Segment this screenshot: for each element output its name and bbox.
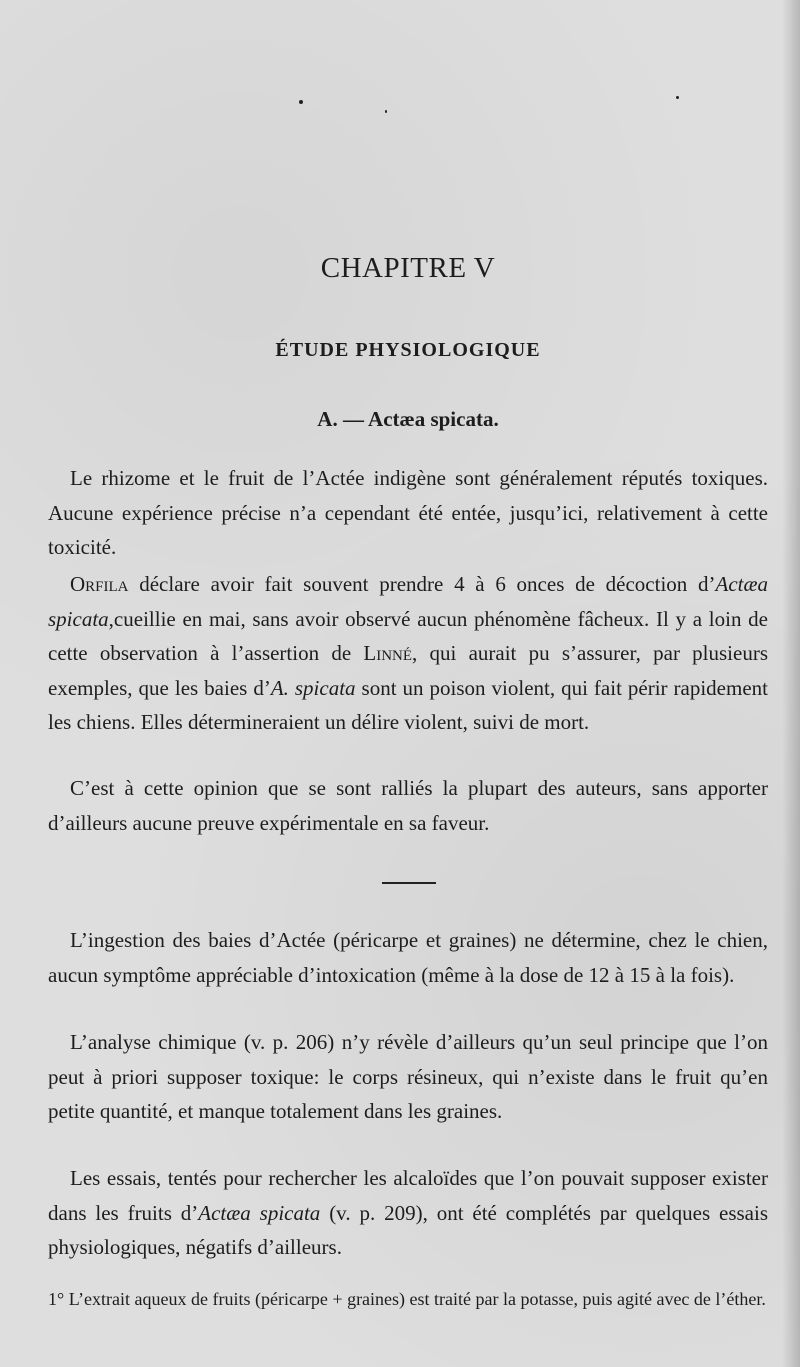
footnote: [48, 1286, 768, 1313]
footnote-text: 1° L’extrait aqueux de fruits (péricarpe + graines) est traité par la potasse, puis agité avec de l’éther.: [48, 1289, 766, 1309]
paragraph-text: sont un poison violent, qui fait périr rapidement les chiens. Elles détermineraient un délire violent, suivi de mort.: [48, 675, 768, 734]
chapter-title: CHAPITRE V: [320, 252, 496, 284]
section-divider: [382, 882, 436, 884]
section-title: ÉTUDE PHYSIOLOGIQUE: [275, 339, 541, 361]
paragraph: [48, 1161, 768, 1265]
paragraph: [48, 771, 768, 840]
paragraph-text: Les essais, tentés pour rechercher les alcaloïdes que l’on pouvait supposer exister dans les fruits d’: [48, 1166, 768, 1225]
species-name: Actæa spicata: [48, 572, 768, 631]
paragraph: [48, 1025, 768, 1129]
paragraph-text: , qui aurait pu s’assurer, par plusieurs exemples, que les baies d’: [48, 641, 769, 700]
paragraph-text: (v. p. 209), ont été complétés par quelques essais physiologiques, négatifs d’ailleurs.: [48, 1200, 768, 1259]
paragraph-text: C’est à cette opinion que se sont ralliés la plupart des auteurs, sans apporter d’ailleurs aucune preuve expérimentale en sa faveur.: [48, 776, 768, 835]
paragraph-text: ,cueillie en mai, sans avoir observé aucun phénomène fâcheux. Il y a loin de cette observation à l’assertion de: [48, 606, 768, 665]
paragraph-text: L’ingestion des baies d’Actée (péricarpe et graines) ne détermine, chez le chien, aucun symptôme appréciable d’intoxication (même à la dose de 12 à 15 à la fois).: [48, 928, 768, 987]
paragraph-text: L’analyse chimique (v. p. 206) n’y révèle d’ailleurs qu’un seul principe que l’on peut à priori supposer toxique: le corps résineux, qui n’existe dans le fruit qu’en petite quantité, et manque totalement dans les graines.: [48, 1030, 768, 1123]
paragraph: [48, 923, 768, 992]
print-speck: [299, 100, 303, 104]
page-edge-shadow: [782, 0, 800, 1367]
species-name: Actæa spicata: [198, 1200, 321, 1225]
author-name: Linné: [363, 641, 413, 665]
subsection-title: A. — Actæa spicata.: [317, 407, 499, 431]
print-speck: [676, 96, 679, 99]
paragraph: [48, 567, 768, 740]
paragraph: [48, 461, 768, 565]
species-name: A. spicata: [270, 675, 356, 700]
paragraph-text: Le rhizome et le fruit de l’Actée indigène sont généralement réputés toxiques. Aucune expérience précise n’a cependant été entée, jusqu’ici, relativement à cette toxicité.: [48, 466, 768, 559]
author-name: Orfila: [70, 572, 129, 596]
paragraph-text: déclare avoir fait souvent prendre 4 à 6 onces de décoction d’: [128, 572, 716, 596]
print-speck: [385, 110, 387, 113]
